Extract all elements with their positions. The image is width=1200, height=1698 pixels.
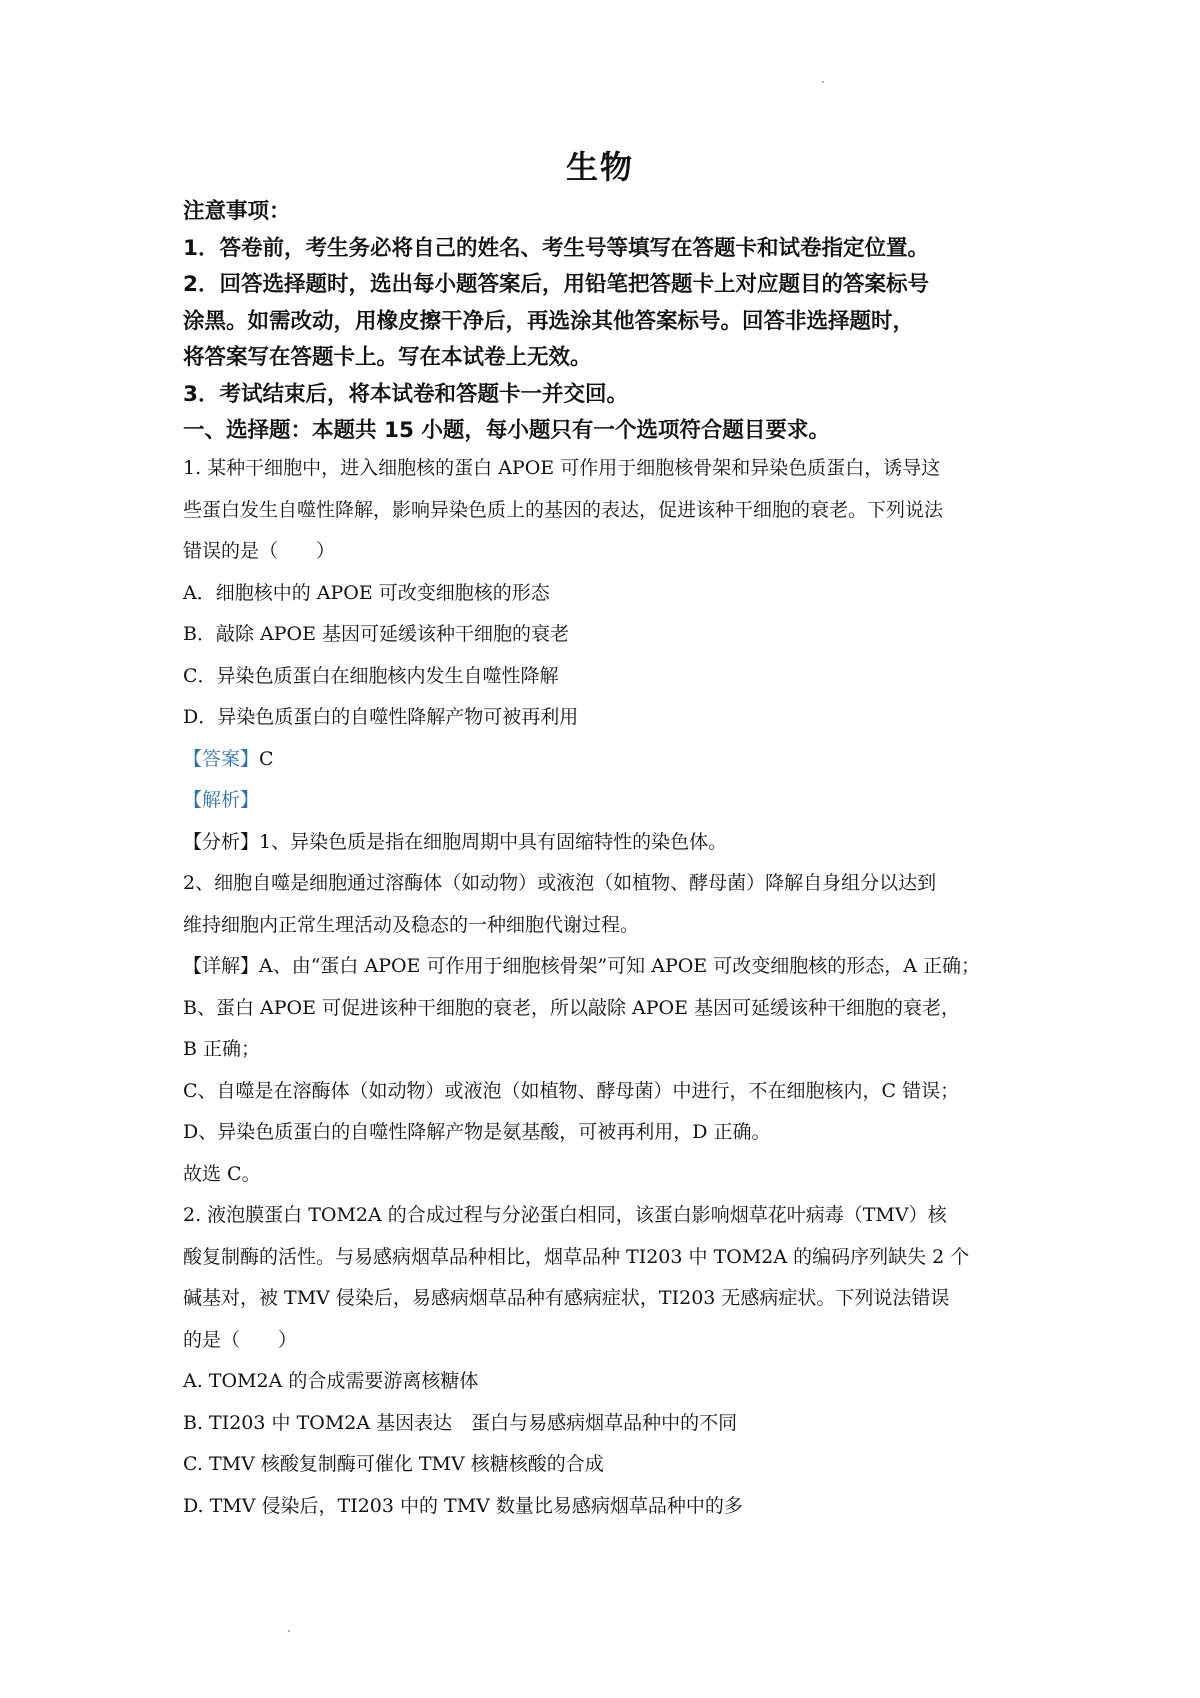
analysis-line: C、自噬是在溶酶体（如动物）或液泡（如植物、酵母菌）中进行，不在细胞核内，C 错误；	[183, 1079, 960, 1102]
notice-line: 将答案写在答题卡上。写在本试卷上无效。	[183, 345, 592, 370]
notice-line: 涂黑。如需改动，用橡皮擦干净后，再选涂其他答案标号。回答非选择题时，	[183, 308, 915, 334]
analysis-line: 2、细胞自噬是细胞通过溶酶体（如动物）或液泡（如植物、酵母菌）降解自身组分以达到	[183, 872, 937, 894]
q2-option-d: D. TMV 侵染后，TI203 中的 TMV 数量比易感病烟草品种中的多	[183, 1494, 743, 1517]
page-title: 生物	[565, 148, 634, 186]
answer-label: 【答案】	[183, 747, 260, 770]
q2-option-c: C. TMV 核酸复制酶可催化 TMV 核糖核酸的合成	[183, 1453, 604, 1475]
analysis-line: 【分析】1、异染色质是指在细胞周期中具有固缩特性的染色体。	[183, 830, 728, 853]
notice-section	[183, 194, 1043, 450]
analysis-line: D、异染色质蛋白的自噬性降解产物是氨基酸，可被再利用，D 正确。	[183, 1121, 771, 1143]
analysis-line: 故选 C。	[183, 1162, 261, 1185]
analysis-label: 【解析】	[183, 789, 260, 811]
notice-line: 1．答卷前，考生务必将自己的姓名、考生号等填写在答题卡和试卷指定位置。	[183, 235, 929, 261]
analysis-line: 维持细胞内正常生理活动及稳态的一种细胞代谢过程。	[183, 913, 640, 936]
q2-stem-line: 碱基对，被 TMV 侵染后，易感病烟草品种有感病症状，TI203 无感病症状。下列说法错误	[183, 1287, 950, 1309]
analysis-line: B、蛋白 APOE 可促进该种干细胞的衰老，所以敲除 APOE 基因可延缓该种干细胞的衰老，	[183, 996, 961, 1019]
scan-speck	[288, 1630, 290, 1632]
q1-stem-line: 错误的是（ ）	[183, 540, 336, 562]
q2-stem-line: 2. 液泡膜蛋白 TOM2A 的合成过程与分泌蛋白相同，该蛋白影响烟草花叶病毒（TMV）核	[183, 1204, 947, 1226]
q1-stem-line: 些蛋白发生自噬性降解，影响异染色质上的基因的表达，促进该种干细胞的衰老。下列说法	[183, 498, 944, 521]
questions-content	[183, 448, 1045, 1527]
answer-value: C	[259, 747, 274, 770]
notice-heading: 注意事项：	[183, 199, 291, 224]
q1-option-d: D．异染色质蛋白的自噬性降解产物可被再利用	[183, 706, 579, 728]
section-heading: 一、选择题：本题共 15 小题，每小题只有一个选项符合题目要求。	[183, 418, 830, 443]
scan-speck	[822, 81, 824, 83]
notice-line: 3．考试结束后，将本试卷和答题卡一并交回。	[183, 381, 628, 407]
q1-stem-line: 1. 某种干细胞中，进入细胞核的蛋白 APOE 可作用于细胞核骨架和异染色质蛋白，诱导这	[183, 457, 941, 479]
notice-line: 2．回答选择题时，选出每小题答案后，用铅笔把答题卡上对应题目的答案标号	[183, 272, 929, 297]
analysis-line: B 正确；	[183, 1038, 261, 1060]
q1-answer	[183, 739, 1045, 781]
q1-option-c: C．异染色质蛋白在细胞核内发生自噬性降解	[183, 664, 559, 687]
q2-stem-line: 的是（ ）	[183, 1328, 298, 1351]
q2-option-a: A. TOM2A 的合成需要游离核糖体	[183, 1370, 479, 1392]
analysis-line: 【详解】A、由“蛋白 APOE 可作用于细胞核骨架”可知 APOE 可改变细胞核的形态，A 正确；	[183, 955, 980, 977]
q1-option-b: B．敲除 APOE 基因可延缓该种干细胞的衰老	[183, 623, 569, 645]
q2-stem-line: 酸复制酶的活性。与易感病烟草品种相比，烟草品种 TI203 中 TOM2A 的编码序列缺失 2 个	[183, 1245, 970, 1268]
q1-option-a: A．细胞核中的 APOE 可改变细胞核的形态	[183, 581, 550, 604]
q2-option-b: B. TI203 中 TOM2A 基因表达 蛋白与易感病烟草品种中的不同	[183, 1411, 738, 1434]
